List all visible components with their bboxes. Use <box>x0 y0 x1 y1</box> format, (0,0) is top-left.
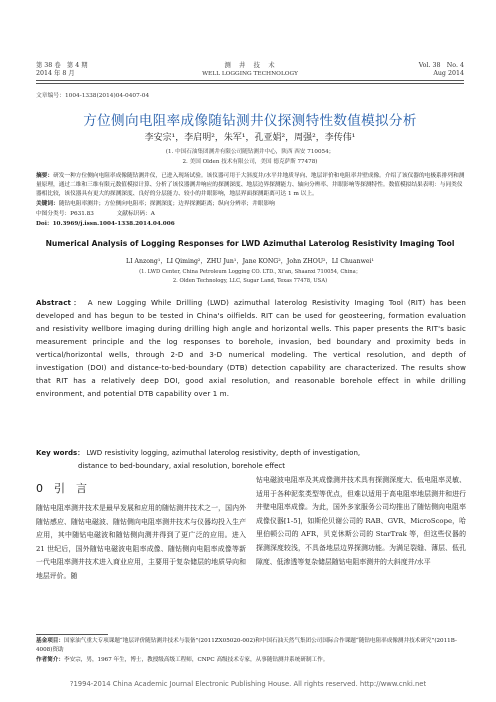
english-title: Numerical Analysis of Logging Responses for LWD Azimuthal Laterolog Resistivity Imaging Tool <box>45 239 455 248</box>
english-keywords-line1: LWD resistivity logging, azimuthal laterolog resistivity, depth of investigation, <box>86 448 361 457</box>
body-right-column: 钻电磁波电阻率及其成像测井技术具有探测深度大、低电阻率灵敏、适用于各种泥浆类型等优点，但难以适用于高电阻率地层测井和进行井壁电阻率成像。为此，国外多家服务公司均推出了随钻侧向电阻率成像仪器[1-5]，如斯伦贝谢公司的 RAB、GVR、MicroScope，哈里伯顿公司的 AFR，贝克休斯公司的 StarTrak 等，但这些仪器的探测深度较浅，不具备地层边界探测功能。为满足裂缝、薄层、低孔隙度、低渗透等复杂储层随钻电阻率测井的大斜度井/水平 <box>256 476 466 566</box>
english-authors: LI Anzong¹，LI Qiming²，ZHU Jun¹，Jane KONG²，John ZHOU²，LI Chuanwei¹ <box>125 258 375 265</box>
footnote-rule <box>36 634 108 635</box>
journal-volume-issue <box>36 62 88 78</box>
author-bio-label: 作者简介： <box>36 657 64 663</box>
english-abstract-text: A new Logging While Drilling (LWD) azimuthal laterolog Resistivity Imaging Tool (RIT) has been developed and has begun to be tested in China's oilfields. RIT can be used for geosteering, formation evaluation and resistivity wellbore imaging during drilling high angle and horizontal wells. This paper presents the RIT's basic measurement principle and the log responses to borehole, invasion, bed boundary and proximity beds in vertical/horizontal wells, through 2-D and 3-D numerical modeling. The vertical resolution, and depth of investigation (DOI) and distance-to-bed-boundary (DTB) detection capability are characterized. The results show that RIT has a relatively deep DOI, good axial resolution, and reasonable borehole effect in while drilling environment, and potential DTB capability over 1 m. <box>36 298 467 398</box>
volume-en: Vol. 38 No. 4 <box>418 62 464 69</box>
header-rule-top <box>36 80 464 81</box>
copyright-footer: ?1994-2014 China Academic Journal Electronic Publishing House. All rights reserved. http://www.cnki.net <box>69 680 427 688</box>
header-rule-bottom <box>36 83 464 84</box>
affiliation-2: 2. 美国 Olden 技术有限公司，美国 德克萨斯 77478) <box>182 159 318 165</box>
zh-keywords-label: 关键词： <box>36 201 59 207</box>
english-keywords-label: Key words： <box>36 448 85 457</box>
english-keywords <box>36 446 466 472</box>
english-abstract <box>36 296 466 400</box>
issue-date: 2014 年 8 月 <box>36 70 75 77</box>
classification: 中图分类号：P631.83 文献标识码：A <box>36 211 155 217</box>
author-bio-text: 李安宗，男，1967 年生，博士，教授级高级工程师，CNPC 高级技术专家，从事随钻测井系统研制工作。 <box>63 657 329 663</box>
body-left-column: 随钻电阻率测井技术是最早发展和应用的随钻测井技术之一，国内外随钻感应、随钻电磁波、随钻侧向电阻率测井技术与仪器均投入生产应用，其中随钻电磁波和随钻侧向测井得到了更广泛的应用。进入 21 世纪后，国外随钻电磁波电阻率成像、随钻侧向电阻率成像等新一代电阻率测井技术进入商业应用，主要用于复杂储层的地质导向和地层评价。随 <box>36 504 246 580</box>
volume-issue: 第 38 卷 第 4 期 <box>36 62 88 69</box>
english-affiliation-1: (1. LWD Center, China Petroleum Logging CO. LTD., Xi'an, Shaanxi 710054, China； <box>139 269 361 275</box>
funding-note <box>36 637 466 655</box>
zh-abstract-text: 研发一种方位侧向电阻率成像随钻测井仪，已进入现场试验。该仪器可用于大斜度井/水平井地质导向、地层评价和电阻率井壁成像。介绍了该仪器的电极系排列和测量原理，通过二维和三维有限元数值模拟计算、分析了该仪器测井响应的探测深度、地层边界探测能力、轴向分辨率、井眼影响等探测特性。数值模拟结果表明：与同类仪器相比较，该仪器具有更大的探测深度、良好的分层能力、较小的井眼影响，地层界面探测距离可达 1 m 以上。 <box>36 173 465 197</box>
funding-text: 国家油气重大专项课题“地层评价随钻测井技术与装备”(2011ZX05020-002)和中国石油天然气集团公司国际合作课题“随钻电阻率成像测井技术研究”(2011B-4008)资助 <box>36 638 457 653</box>
zh-abstract-label: 摘要： <box>36 173 54 179</box>
section-heading-introduction: 0 引 言 <box>36 482 87 495</box>
english-abstract-label: Abstract： <box>36 298 83 307</box>
date-en: Aug 2014 <box>433 70 464 77</box>
affiliation-1: (1. 中国石油集团测井有限公司随钻测井中心，陕西 西安 710054； <box>165 149 335 155</box>
journal-name-zh: 测 井 技 术 <box>224 62 276 69</box>
journal-volume-en <box>419 62 464 78</box>
english-affiliation-2: 2. Olden Technology, LLC, Sugar Land, Texas 77478, USA) <box>172 278 328 284</box>
paper-title: 方位侧向电阻率成像随钻测井仪探测特性数值模拟分析 <box>83 113 417 129</box>
english-keywords-line2: distance to bed-boundary, axial resolution, borehole effect <box>78 461 286 470</box>
article-number: 文章编号：1004-1338(2014)04-0407-04 <box>36 93 150 99</box>
zh-keywords-text: 随钻电阻率测井；方位侧向电阻率；探测深度；边界探测距离；纵向分辨率；井眼影响 <box>58 201 275 207</box>
journal-name-en: WELL LOGGING TECHNOLOGY <box>202 71 298 77</box>
doi: Doi：10.3969/j.issn.1004-1338.2014.04.006 <box>36 221 175 227</box>
author-list: 李安宗¹，李启明²，朱军¹，孔亚娟²，周强²，李传伟¹ <box>144 133 356 143</box>
zh-abstract <box>36 172 468 199</box>
zh-keywords <box>36 200 468 209</box>
funding-label: 基金项目： <box>36 638 64 644</box>
author-bio <box>36 656 466 665</box>
journal-name <box>180 62 320 78</box>
